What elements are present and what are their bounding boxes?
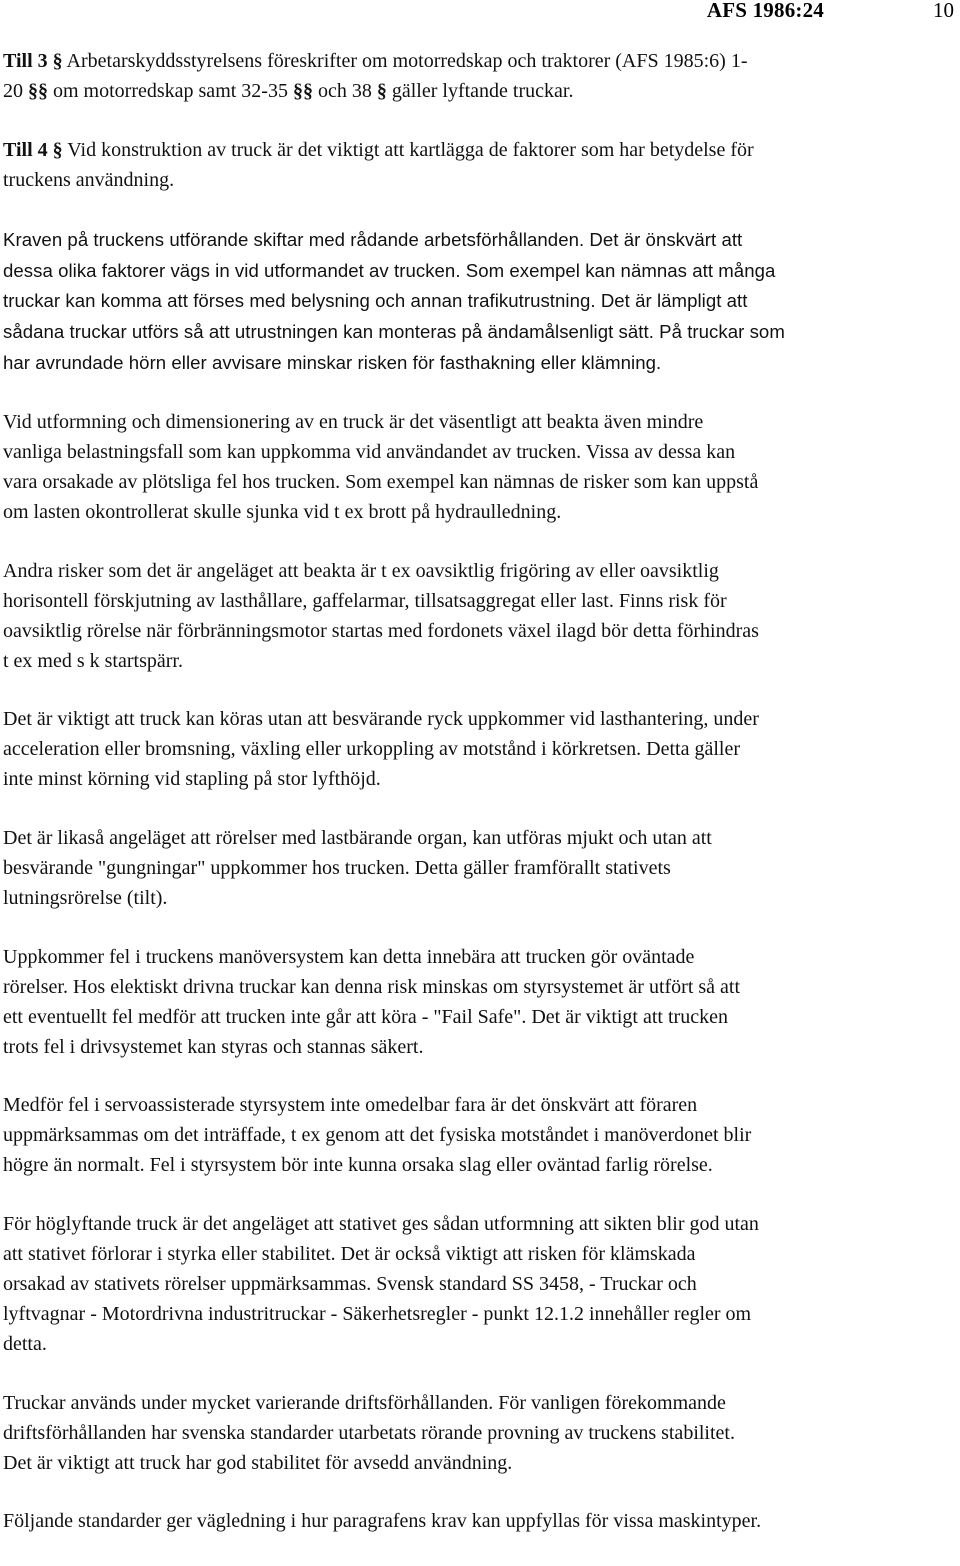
text-run: orsakad av stativets rörelser uppmärksammas. Svensk standard SS 3458, - Truckar och (3, 1273, 697, 1295)
bold-text: § (52, 50, 63, 72)
text-run: lyftvagnar - Motordrivna industritruckar - Säkerhetsregler - punkt 12.1.2 innehåller regler om (3, 1302, 752, 1325)
text-run: t ex med s k startspärr. (3, 649, 183, 672)
text-run: ett eventuellt fel medför att trucken inte går att köra - "Fail Safe". Det är viktigt att trucken (3, 1005, 728, 1028)
text-line (3, 943, 959, 973)
text-line (3, 735, 959, 765)
text-line (3, 47, 959, 77)
text-run: besvärande "gungningar" uppkommer hos trucken. Detta gäller framförallt stativets (3, 857, 671, 880)
text-run: På truckar som (659, 321, 785, 343)
text-line (3, 1121, 959, 1151)
document-body (3, 47, 959, 1566)
text-run: dessa olika faktorer vägs in vid utformandet av trucken. (3, 259, 466, 281)
text-line (3, 1091, 959, 1121)
text-run: detta. (3, 1332, 47, 1355)
text-line (3, 1507, 959, 1537)
text-line (3, 1389, 959, 1419)
paragraph (3, 1210, 959, 1360)
text-line (3, 1033, 959, 1063)
text-line (3, 884, 959, 914)
paragraph (3, 1507, 959, 1537)
text-line (3, 256, 959, 287)
text-line (3, 317, 959, 348)
text-run: Det är likaså angeläget att rörelser med lastbärande organ, kan utföras mjukt och utan att (3, 827, 712, 850)
text-run: inte minst körning vid stapling på stor lyfthöjd. (3, 768, 381, 791)
text-line (3, 136, 959, 166)
paragraph (3, 408, 959, 528)
paragraph (3, 136, 959, 196)
paragraph (3, 1091, 959, 1181)
text-run: Följande standarder ger vägledning i hur paragrafens krav kan uppfyllas för vissa maskintyper. (3, 1510, 762, 1533)
paragraph (3, 705, 959, 795)
bold-text: §§ (28, 79, 48, 102)
text-run: uppmärksammas om det inträffade, t ex genom att det fysiska motståndet i manöverdonet blir (3, 1124, 752, 1147)
text-line (3, 587, 959, 617)
text-run: Som exempel kan nämnas att många (465, 259, 776, 281)
bold-text: § (52, 138, 63, 161)
text-line (3, 1003, 959, 1033)
text-run: Uppkommer fel i truckens manöversystem kan detta innebära att trucken gör oväntade (3, 945, 695, 968)
text-run: acceleration eller bromsning, växling eller urkoppling av motstånd i körkretsen. Detta gäller (3, 738, 740, 761)
text-run: att stativet förlorar i styrka eller stabilitet. Det är också viktigt att risken för klämskada (3, 1243, 696, 1266)
paragraph (3, 47, 959, 107)
text-run: och 38 (312, 79, 377, 102)
text-run: truckar kan komma att förses med belysning och annan trafikutrustning. (3, 290, 601, 312)
text-line (3, 1449, 959, 1479)
text-line (3, 854, 959, 884)
text-line (3, 438, 959, 468)
paragraph (3, 943, 959, 1063)
text-line (3, 765, 959, 795)
text-run: rörelser. Hos elektiskt drivna truckar kan denna risk minskas om styrsystemet är utfört så att (3, 975, 741, 998)
text-run: Det är önskvärt att (589, 228, 743, 250)
text-run: lutningsrörelse (tilt). (3, 886, 168, 909)
text-run: truckens användning. (3, 168, 175, 191)
text-run: har avrundade hörn eller avvisare minskar risken för fasthakning eller klämning. (3, 352, 662, 374)
text-line (3, 647, 959, 677)
text-run: Det är viktigt att truck har god stabilitet för avsedd användning. (3, 1451, 513, 1474)
text-line (3, 225, 959, 256)
document-id: AFS 1986:24 (706, 0, 824, 22)
text-line (3, 1151, 959, 1181)
text-line (3, 1270, 959, 1300)
text-line (3, 1330, 959, 1360)
text-run: Andra risker som det är angeläget att beakta är t ex oavsiktlig frigöring av eller oavsiktlig (3, 559, 719, 582)
text-run: 20 (3, 79, 28, 102)
bold-text: Till 4 (3, 138, 53, 161)
page-number: 10 (933, 0, 954, 22)
text-run: trots fel i drivsystemet kan styras och stannas säkert. (3, 1035, 424, 1058)
text-run: Kraven på truckens utförande skiftar med rådande arbetsförhållanden. (3, 228, 590, 250)
text-line (3, 348, 959, 379)
text-run: högre än normalt. Fel i styrsystem bör inte kunna orsaka slag eller oväntad farlig rörelse. (3, 1154, 713, 1177)
text-run: Medför fel i servoassisterade styrsystem inte omedelbar fara är det önskvärt att föraren (3, 1094, 698, 1117)
text-run: vanliga belastningsfall som kan uppkomma vid användandet av trucken. Vissa av dessa kan (3, 441, 736, 464)
text-line (3, 286, 959, 317)
text-run: om lasten okontrollerat skulle sjunka vid t ex brott på hydraulledning. (3, 500, 562, 523)
text-line (3, 1419, 959, 1449)
text-run: Det är lämpligt att (600, 290, 748, 312)
text-line (3, 408, 959, 438)
text-run: gäller lyftande truckar. (386, 79, 574, 102)
paragraph (3, 824, 959, 914)
bold-text: Till 3 (3, 50, 53, 72)
text-run: Det är viktigt att truck kan köras utan att besvärande ryck uppkommer vid lasthantering, under (3, 708, 759, 731)
text-run: vara orsakade av plötsliga fel hos trucken. Som exempel kan nämnas de risker som kan uppstå (3, 470, 759, 493)
page-header (560, 0, 960, 24)
text-run: driftsförhållanden har svenska standarder utarbetats rörande provning av truckens stabilitet. (3, 1421, 735, 1444)
text-line (3, 824, 959, 854)
text-line (3, 705, 959, 735)
text-line (3, 498, 959, 528)
paragraph (3, 557, 959, 677)
bold-text: § (376, 79, 387, 102)
text-run: horisontell förskjutning av lasthållare, gaffelarmar, tillsatsaggregat eller last. Finns risk för (3, 589, 727, 612)
text-line (3, 1210, 959, 1240)
text-run: Truckar används under mycket varierande driftsförhållanden. För vanligen förekommande (3, 1391, 726, 1414)
text-line (3, 468, 959, 498)
text-run: Vid utformning och dimensionering av en truck är det väsentligt att beakta även mindre (3, 411, 704, 434)
text-run: Arbetarskyddsstyrelsens föreskrifter om motorredskap och traktorer (AFS 1985:6) 1- (62, 50, 748, 72)
text-line (3, 973, 959, 1003)
text-line (3, 166, 959, 196)
text-run: om motorredskap samt 32-35 (48, 79, 293, 102)
text-line (3, 1240, 959, 1270)
text-run: Vid konstruktion av truck är det viktigt att kartlägga de faktorer som har betydelse för (62, 138, 754, 161)
bold-text: §§ (292, 79, 313, 102)
text-run: oavsiktlig rörelse när förbränningsmotor startas med fordonets växel ilagd bör detta förhindras (3, 619, 759, 642)
text-line (3, 617, 959, 647)
text-line (3, 77, 959, 107)
text-run: För höglyftande truck är det angeläget att stativet ges sådan utformning att sikten blir god utan (3, 1213, 759, 1236)
text-line (3, 1300, 959, 1330)
text-line (3, 557, 959, 587)
paragraph (3, 225, 959, 380)
text-run: sådana truckar utförs så att utrustningen kan monteras på ändamålsenligt sätt. (3, 321, 660, 343)
paragraph (3, 1389, 959, 1479)
